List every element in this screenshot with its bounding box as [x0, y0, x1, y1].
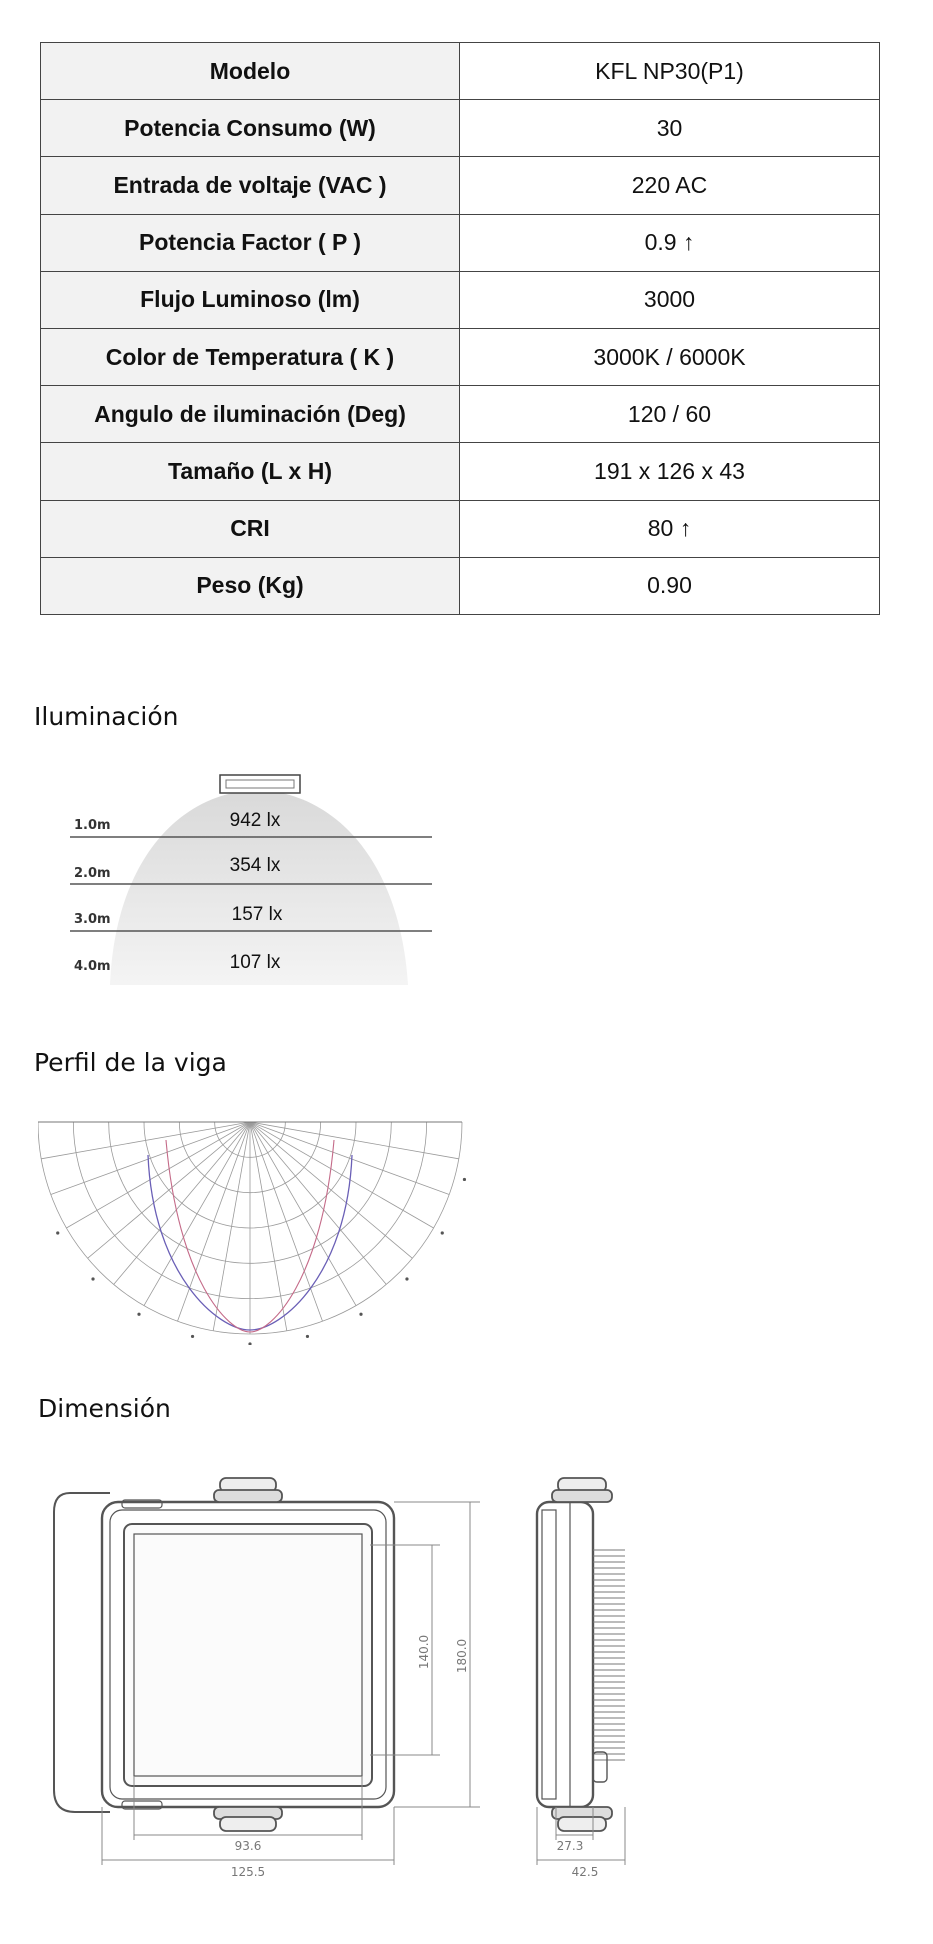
- spec-row: [41, 328, 880, 385]
- polar-tick: [248, 1342, 251, 1345]
- beam-profile-title: Perfil de la viga: [34, 1048, 227, 1077]
- spec-table: [40, 42, 880, 615]
- spec-value: 3000K / 6000K: [460, 328, 880, 385]
- spec-label: Modelo: [41, 43, 460, 100]
- polar-spoke: [250, 1122, 323, 1321]
- front-view: [54, 1478, 394, 1831]
- spec-row: [41, 443, 880, 500]
- spec-row: [41, 43, 880, 100]
- polar-tick: [137, 1313, 140, 1316]
- front-width-label: 125.5: [230, 1865, 266, 1879]
- spec-row: [41, 557, 880, 614]
- spec-value: 120 / 60: [460, 386, 880, 443]
- side-view: [537, 1478, 625, 1831]
- distance-label: 4.0m: [74, 959, 111, 974]
- spec-label: CRI: [41, 500, 460, 557]
- polar-grid: [38, 1120, 468, 1345]
- spec-value: 3000: [460, 271, 880, 328]
- spec-row: [41, 500, 880, 557]
- polar-tick: [91, 1277, 94, 1280]
- spec-label: Potencia Consumo (W): [41, 100, 460, 157]
- lux-label: 354 lx: [229, 855, 281, 876]
- lamp-lens: [226, 780, 294, 788]
- polar-tick: [441, 1231, 444, 1234]
- polar-tick: [359, 1313, 362, 1316]
- distance-label: 1.0m: [74, 818, 111, 833]
- illumination-title: Iluminación: [34, 702, 179, 731]
- spec-value: 0.90: [460, 557, 880, 614]
- side-inner-width-label: 27.3: [556, 1839, 584, 1853]
- beam-profile-diagram: [38, 1110, 468, 1345]
- spec-label: Color de Temperatura ( K ): [41, 328, 460, 385]
- dimension-drawing: [40, 1440, 680, 1890]
- front-height-label: 180.0: [455, 1638, 469, 1674]
- spec-row: [41, 157, 880, 214]
- spec-row: [41, 100, 880, 157]
- distance-label: 2.0m: [74, 866, 111, 881]
- spec-label: Peso (Kg): [41, 557, 460, 614]
- spec-value: KFL NP30(P1): [460, 43, 880, 100]
- lux-label: 157 lx: [231, 904, 283, 925]
- dimension-title: Dimensión: [38, 1394, 171, 1423]
- spec-value: 0.9 ↑: [460, 214, 880, 271]
- distance-label: 3.0m: [74, 912, 111, 927]
- spec-label: Flujo Luminoso (lm): [41, 271, 460, 328]
- spec-value: 220 AC: [460, 157, 880, 214]
- spec-value: 80 ↑: [460, 500, 880, 557]
- spec-label: Entrada de voltaje (VAC ): [41, 157, 460, 214]
- spec-label: Tamaño (L x H): [41, 443, 460, 500]
- spec-value: 191 x 126 x 43: [460, 443, 880, 500]
- polar-tick: [191, 1335, 194, 1338]
- spec-label: Potencia Factor ( P ): [41, 214, 460, 271]
- spec-value: 30: [460, 100, 880, 157]
- polar-tick: [463, 1178, 466, 1181]
- polar-tick: [56, 1231, 59, 1234]
- side-width-label: 42.5: [571, 1865, 599, 1879]
- polar-tick: [405, 1277, 408, 1280]
- lux-label: 942 lx: [229, 810, 281, 831]
- spec-row: [41, 271, 880, 328]
- front-inner-height-label: 140.0: [417, 1634, 431, 1670]
- front-inner-width-label: 93.6: [234, 1839, 262, 1853]
- polar-tick: [306, 1335, 309, 1338]
- spec-row: [41, 386, 880, 443]
- polar-spoke: [177, 1122, 250, 1321]
- illumination-diagram: [60, 770, 460, 992]
- lux-label: 107 lx: [229, 952, 281, 973]
- spec-row: [41, 214, 880, 271]
- spec-label: Angulo de iluminación (Deg): [41, 386, 460, 443]
